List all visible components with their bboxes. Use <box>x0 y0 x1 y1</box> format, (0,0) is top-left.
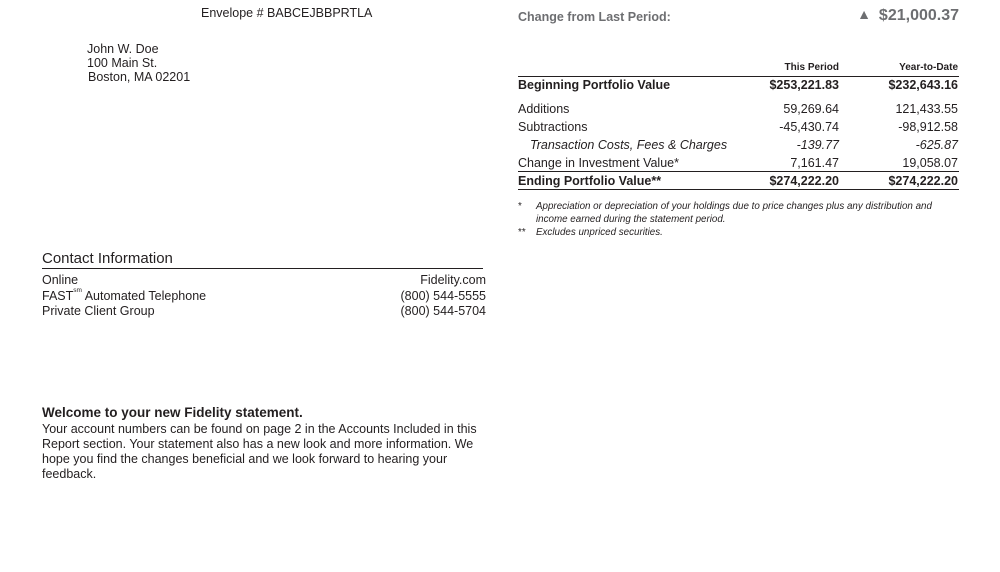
header-ytd: Year-to-Date <box>899 62 958 73</box>
contact-label-rest: Automated Telephone <box>81 289 207 303</box>
service-mark: sm <box>73 287 82 294</box>
row-ytd: 19,058.07 <box>902 156 958 170</box>
contact-label <box>42 289 206 303</box>
row-ending-value <box>518 174 959 190</box>
change-label: Change from Last Period: <box>518 10 671 24</box>
contact-row-phone <box>42 289 486 305</box>
footnote-mark: * <box>518 201 522 212</box>
contact-title: Contact Information <box>42 250 173 267</box>
contact-rule <box>42 268 483 269</box>
row-change-investment <box>518 156 959 172</box>
footnote-mark: ** <box>518 227 526 239</box>
row-label: Change in Investment Value* <box>518 156 679 170</box>
row-this-period: $274,222.20 <box>769 174 839 188</box>
contact-label: Online <box>42 273 79 287</box>
row-ytd: 121,433.55 <box>895 102 958 116</box>
row-subtractions <box>518 120 959 136</box>
address-city: Boston, MA 02201 <box>88 69 191 84</box>
row-this-period: -139.77 <box>796 138 839 152</box>
row-ytd: -625.87 <box>915 138 958 152</box>
welcome-body: Your account numbers can be found on page 2 in the Accounts Included in this Report section. Your statement also has a new look and more information. We hope you find the changes beneficial and we look forward to hearing your feedback. <box>42 422 477 481</box>
change-value <box>800 7 959 25</box>
contact-label-main: FAST <box>42 289 74 303</box>
row-label: Ending Portfolio Value** <box>518 174 662 188</box>
row-label: Transaction Costs, Fees & Charges <box>530 138 728 152</box>
welcome-title: Welcome to your new Fidelity statement. <box>42 405 303 420</box>
row-ytd: $274,222.20 <box>888 174 958 188</box>
contact-row-online <box>42 273 486 289</box>
address-name: John W. Doe <box>87 42 159 56</box>
row-ytd: -98,912.58 <box>898 120 958 134</box>
footnote <box>518 201 958 226</box>
contact-label: Private Client Group <box>42 304 155 318</box>
contact-row-private-client <box>42 304 486 320</box>
footnote-text: Excludes unpriced securities. <box>536 227 663 239</box>
header-this-period: This Period <box>784 62 839 73</box>
row-transaction-costs <box>518 138 959 154</box>
footnote-text: Appreciation or depreciation of your holdings due to price changes plus any distribution and income earned during the statement period. <box>536 201 932 225</box>
address-street: 100 Main St. <box>87 55 158 70</box>
row-label: Additions <box>518 102 570 116</box>
change-amount: $21,000.37 <box>878 7 959 24</box>
row-this-period: 59,269.64 <box>783 102 839 116</box>
table-top-rule <box>518 76 959 77</box>
row-label: Beginning Portfolio Value <box>518 78 671 92</box>
row-ytd: $232,643.16 <box>888 78 958 92</box>
triangle-up-icon: ▲ <box>857 6 871 22</box>
row-label: Subtractions <box>518 120 588 134</box>
envelope-number: Envelope # BABCEJBBPRTLA <box>201 6 373 20</box>
row-this-period: 7,161.47 <box>790 156 839 170</box>
row-this-period: $253,221.83 <box>769 78 839 92</box>
contact-phone-automated[interactable]: (800) 544-5555 <box>400 289 486 303</box>
contact-link-fidelity[interactable]: Fidelity.com <box>420 273 486 287</box>
row-this-period: -45,430.74 <box>779 120 839 134</box>
row-beginning-value <box>518 78 959 94</box>
table-total-rule <box>518 171 959 172</box>
table-bottom-rule <box>518 189 959 190</box>
footnote <box>518 227 958 240</box>
row-additions <box>518 102 959 118</box>
mailing-address <box>87 43 190 84</box>
footnotes <box>518 201 958 240</box>
contact-phone-private-client[interactable]: (800) 544-5704 <box>400 304 486 318</box>
